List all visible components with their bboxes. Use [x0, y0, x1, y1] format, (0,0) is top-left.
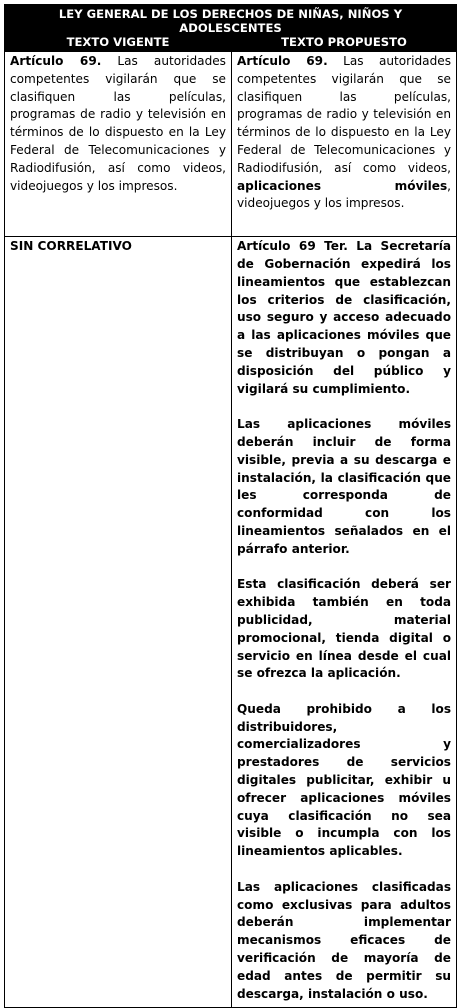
proposed-paragraph-1: Artículo 69 Ter. La Secretaría de Gobernación expedirá los lineamientos que establezcan los criterios de clasificación, uso seguro y acceso adecuado a las aplicaciones móviles que se distribuyan o pongan a disposición del público y vigilará su cumplimiento.: [237, 239, 452, 396]
table-row: [5, 52, 457, 237]
table-title-row: [5, 5, 457, 36]
table-row: [5, 237, 457, 1008]
proposed-article-69: [237, 53, 451, 213]
proposed-paragraph-5: Las aplicaciones clasificadas como exclusivas para adultos deberán implementar mecanismos eficaces de verificación de mayoría de edad antes de permitir su descarga, instalación o uso.: [237, 879, 452, 1001]
current-article-69: [10, 53, 226, 195]
no-correlative-label: SIN CORRELATIVO: [10, 239, 132, 254]
article-label: Artículo 69.: [10, 54, 102, 68]
comparison-table: [4, 4, 457, 1008]
proposed-text-cell: [232, 52, 457, 237]
proposed-paragraph-2: Las aplicaciones móviles deberán incluir de forma visible, previa a su descarga e instalación, la clasificación que les corresponda de conformidad con los lineamientos señalados en el párrafo anterior.: [237, 417, 452, 556]
highlighted-text: aplicaciones móviles: [237, 178, 448, 193]
column-header-row: [5, 35, 457, 52]
column-header-proposed: TEXTO PROPUESTO: [232, 35, 457, 52]
current-text-cell: [5, 237, 232, 1008]
article-body: Las autoridades competentes vigilarán que se clasifiquen las películas, programas de radio y televisión en términos de lo dispuesto en la Ley Federal de Telecomunicaciones y Radiodifusión, así como videos,: [237, 54, 452, 175]
column-header-current: TEXTO VIGENTE: [5, 35, 232, 52]
article-label: Artículo 69.: [237, 54, 328, 68]
table-title: LEY GENERAL DE LOS DERECHOS DE NIÑAS, NIÑOS Y ADOLESCENTES: [5, 5, 457, 36]
current-text-cell: [5, 52, 232, 237]
proposed-paragraph-4: Queda prohibido a los distribuidores, comercializadores y prestadores de servicios digitales publicitar, exhibir u ofrecer aplicaciones móviles cuya clasificación no sea visible o incumpla con los lineamientos aplicables.: [237, 701, 452, 859]
article-body: , videojuegos y los impresos.: [237, 178, 452, 211]
proposed-text-cell: [232, 237, 457, 1008]
article-body: Las autoridades competentes vigilarán que se clasifiquen las películas, programas de radio y televisión en términos de lo dispuesto en la Ley Federal de Telecomunicaciones y Radiodifusión, así como videos, videojuegos y los impresos.: [10, 54, 226, 193]
proposed-paragraph-3: Esta clasificación deberá ser exhibida también en toda publicidad, material promocional, tienda digital o servicio en línea desde el cual se ofrezca la aplicación.: [237, 577, 452, 681]
comparison-document: [4, 4, 456, 1008]
